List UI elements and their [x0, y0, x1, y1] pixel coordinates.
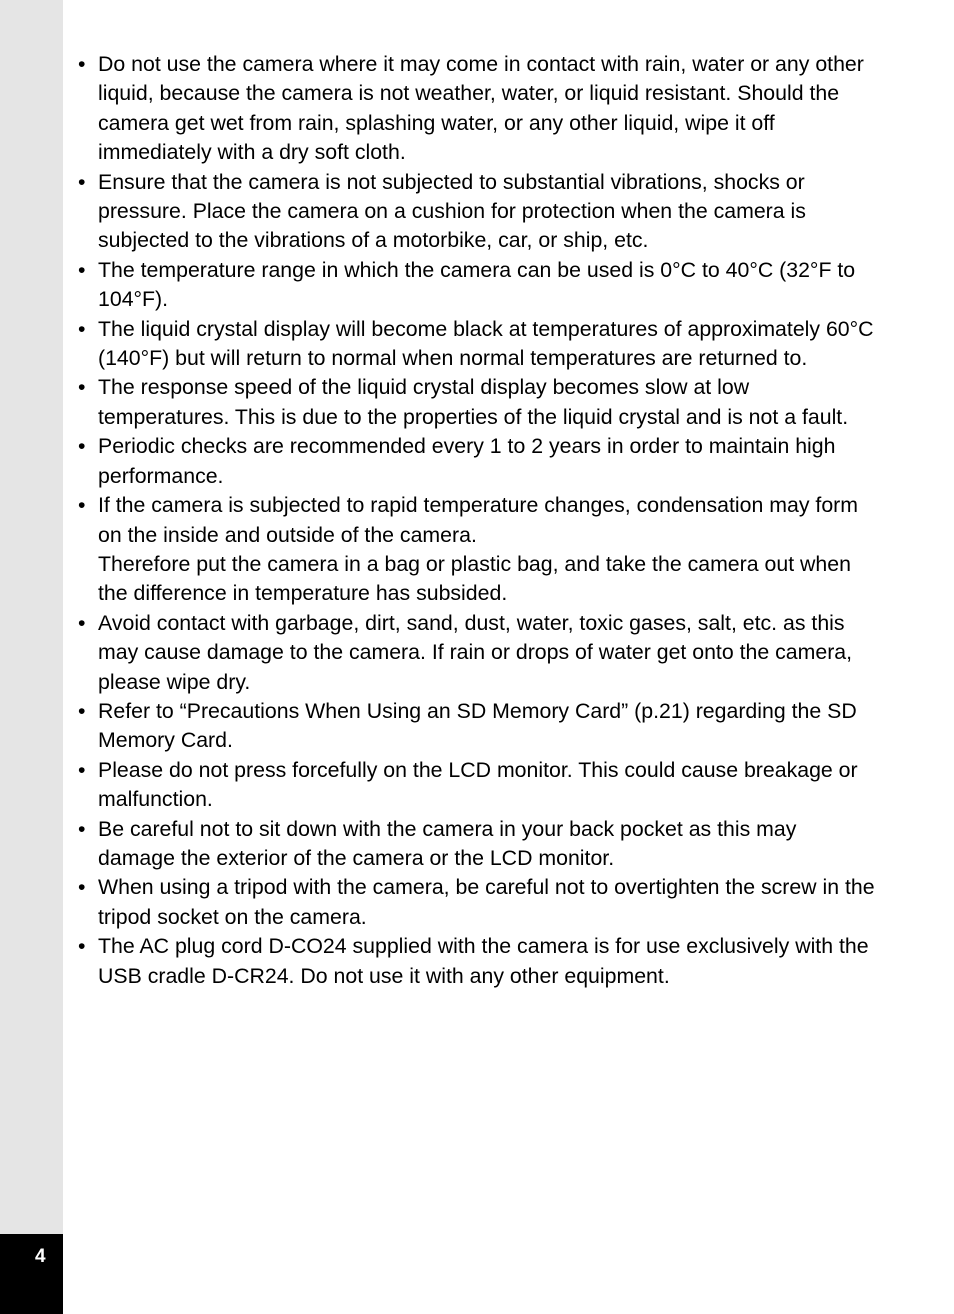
precaution-text: Be careful not to sit down with the camera in your back pocket as this may damage the exterior of the camera or the LCD monitor.: [98, 816, 797, 870]
precaution-item: [78, 373, 878, 432]
precaution-item: [78, 168, 878, 256]
precaution-item: [78, 815, 878, 874]
page-number: 4: [35, 1246, 46, 1267]
side-margin-strip: [0, 0, 63, 1234]
bullet-icon: •: [78, 257, 86, 282]
precaution-text: Periodic checks are recommended every 1 to 2 years in order to maintain high performance.: [98, 434, 836, 488]
bullet-icon: •: [78, 493, 86, 518]
precaution-text: Avoid contact with garbage, dirt, sand, dust, water, toxic gases, salt, etc. as this may cause damage to the camera. If rain or drops of water get onto the camera, please wipe dry.: [98, 610, 853, 694]
precaution-item: [78, 932, 878, 991]
bullet-icon: •: [78, 316, 86, 341]
precaution-item: [78, 756, 878, 815]
precaution-item: [78, 256, 878, 315]
precaution-text: Refer to “Precautions When Using an SD Memory Card” (p.21) regarding the SD Memory Card.: [98, 698, 857, 753]
precaution-item: [78, 315, 878, 374]
precaution-text: When using a tripod with the camera, be careful not to overtighten the screw in the tripod socket on the camera.: [98, 875, 875, 929]
precaution-item: [78, 873, 878, 932]
bullet-icon: •: [78, 816, 86, 841]
bullet-icon: •: [78, 169, 86, 194]
precaution-text: The response speed of the liquid crystal display becomes slow at low temperatures. This is due to the properties of the liquid crystal and is not a fault.: [98, 375, 849, 429]
precaution-text: The liquid crystal display will become black at temperatures of approximately 60°C (140°F) but will return to normal when normal temperatures are returned to.: [98, 316, 874, 371]
bullet-icon: •: [78, 375, 86, 400]
precaution-item: [78, 609, 878, 697]
bullet-icon: •: [78, 52, 86, 76]
bullet-icon: •: [78, 434, 86, 459]
precaution-list: [78, 50, 878, 991]
precaution-text: Please do not press forcefully on the LCD monitor. This could cause breakage or malfunction.: [98, 757, 858, 812]
bullet-icon: •: [78, 610, 86, 635]
precaution-text: Ensure that the camera is not subjected to substantial vibrations, shocks or pressure. Place the camera on a cushion for protection when the camera is subjected to the vibrations of a motorbike, car, or ship, etc.: [98, 169, 806, 253]
bullet-icon: •: [78, 875, 86, 900]
precaution-text: The AC plug cord D-CO24 supplied with the camera is for use exclusively with the USB cradle D-CR24. Do not use it with any other equipment.: [98, 934, 869, 988]
precaution-item: [78, 491, 878, 609]
precaution-text: Do not use the camera where it may come in contact with rain, water or any other liquid, because the camera is not weather, water, or liquid resistant. Should the camera get wet from rain, splashing water, or any other liquid, wipe it off immediately with a dry soft cloth.: [98, 52, 864, 165]
bullet-icon: •: [78, 698, 86, 723]
precaution-item: [78, 50, 878, 168]
precaution-item: [78, 432, 878, 491]
precaution-item: [78, 697, 878, 756]
bullet-icon: •: [78, 934, 86, 959]
precaution-text: If the camera is subjected to rapid temperature changes, condensation may form on the inside and outside of the camera.: [98, 493, 858, 547]
bullet-icon: •: [78, 757, 86, 782]
precaution-text: Therefore put the camera in a bag or plastic bag, and take the camera out when the difference in temperature has subsided.: [98, 551, 851, 606]
precaution-text: The temperature range in which the camera can be used is 0°C to 40°C (32°F to 104°F).: [98, 257, 856, 312]
